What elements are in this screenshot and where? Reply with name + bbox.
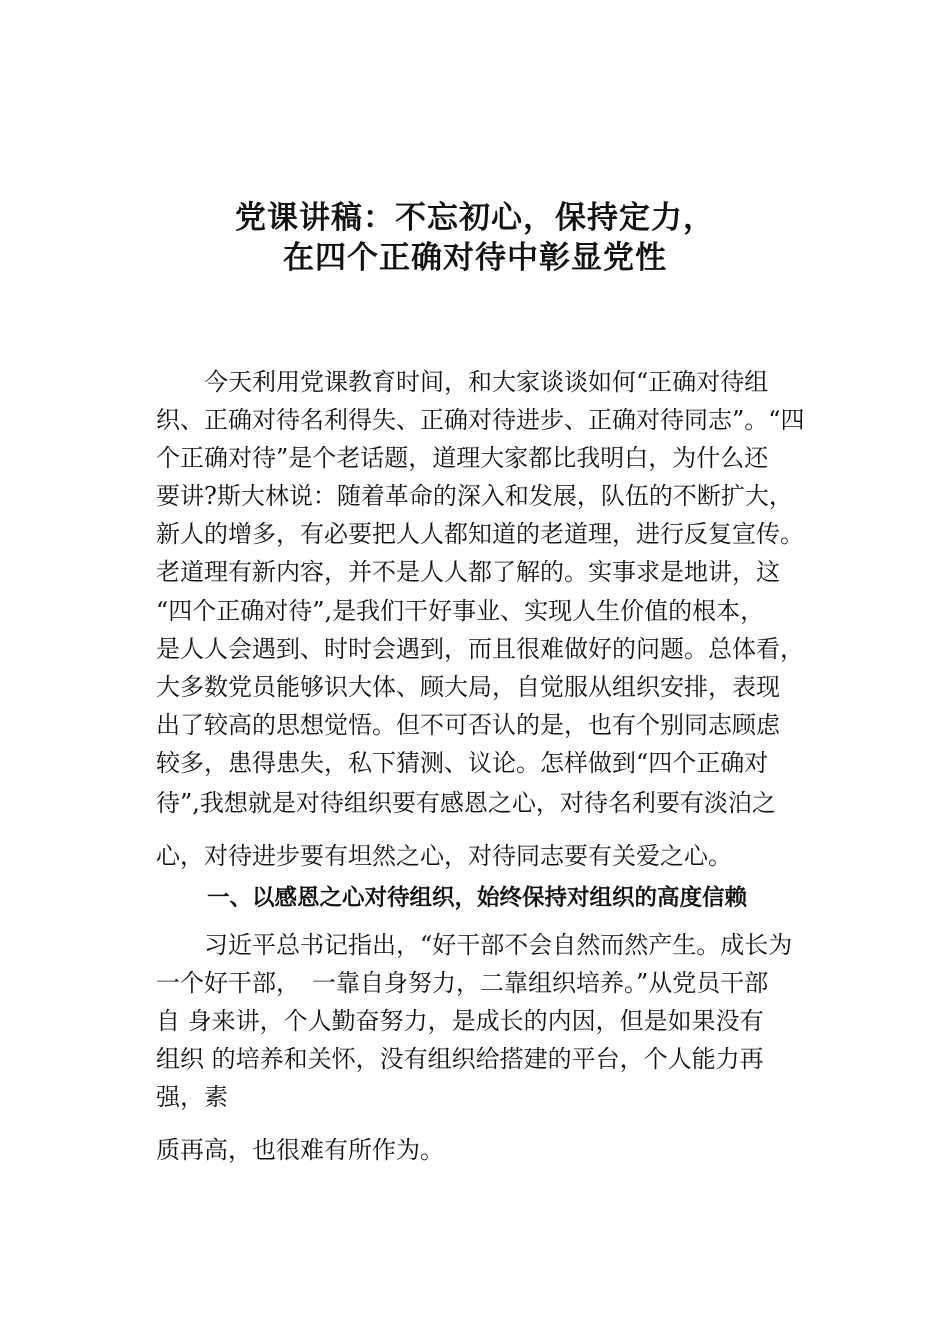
paragraph-line: 较多，患得患失，私下猜测、议论。怎样做到“四个正确对 xyxy=(156,749,769,777)
document-title-line2: 在四个正确对待中彰显党性 xyxy=(283,240,667,276)
paragraph-line: 要讲?斯大林说：随着革命的深入和发展，队伍的不断扩大， xyxy=(156,482,793,510)
paragraph-line: “四个正确对待”,是我们干好事业、实现人生价值的根本， xyxy=(156,597,765,625)
paragraph-line: 心，对待进步要有坦然之心，对待同志要有关爱之心。 xyxy=(156,842,732,870)
paragraph-line: 强，素 xyxy=(156,1083,228,1111)
paragraph-line: 习近平总书记指出，“好干部不会自然而然产生。成长为 xyxy=(156,931,793,959)
paragraph-line: 大多数党员能够识大体、顾大局，自觉服从组织安排，表现 xyxy=(156,673,780,701)
document-title-line1: 党课讲稿：不忘初心，保持定力， xyxy=(235,200,715,236)
paragraph-line: 个正确对待”是个老话题，道理大家都比我明白，为什么还 xyxy=(156,444,769,472)
paragraph-line: 出了较高的思想觉悟。但不可否认的是，也有个别同志顾虑 xyxy=(156,711,780,739)
paragraph-line: 今天利用党课教育时间，和大家谈谈如何“正确对待组 xyxy=(156,368,769,396)
paragraph-line: 织、正确对待名利得失、正确对待进步、正确对待同志”。“四 xyxy=(156,406,805,434)
section-heading: 一、以感恩之心对待组织，始终保持对组织的高度信赖 xyxy=(207,885,748,911)
paragraph-line: 老道理有新内容，并不是人人都了解的。实事求是地讲，这 xyxy=(156,558,780,586)
paragraph-line: 组织 的培养和关怀，没有组织给搭建的平台，个人能力再 xyxy=(156,1045,764,1073)
paragraph-line: 一个好干部， 一靠自身努力，二靠组织培养。”从党员干部 xyxy=(156,969,769,997)
paragraph-line: 质再高，也很难有所作为。 xyxy=(156,1136,444,1164)
paragraph-line: 自 身来讲，个人勤奋努力，是成长的内因，但是如果没有 xyxy=(156,1007,764,1035)
paragraph-line: 待”,我想就是对待组织要有感恩之心，对待名利要有淡泊之 xyxy=(156,789,776,817)
paragraph-line: 新人的增多，有必要把人人都知道的老道理，进行反复宣传。 xyxy=(156,520,804,548)
paragraph-line: 是人人会遇到、时时会遇到，而且很难做好的问题。总体看， xyxy=(156,635,804,663)
